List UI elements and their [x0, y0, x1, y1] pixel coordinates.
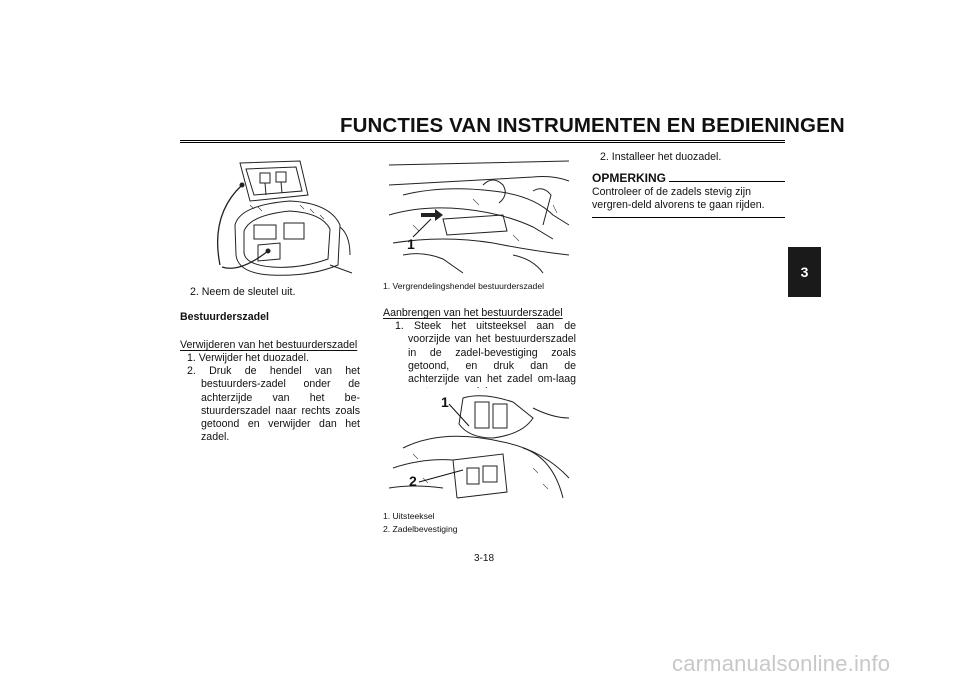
subsection-remove: Verwijderen van het bestuurderszadel — [180, 339, 358, 351]
figure2-caption-1: 1. Uitsteeksel — [383, 511, 435, 521]
step-install-1: 1. Steek het uitsteeksel aan de voorzijde van het bestuurderszadel in de zadel-bevestiging zoals getoond, en druk dan de achterzijde van het zadel om-laag — [395, 320, 576, 386]
figure1-callout: 1 — [407, 236, 415, 252]
chapter-tab: 3 — [788, 247, 821, 297]
note-text: Controleer of de zadels stevig zijn vergren-deld alvorens te gaan rijden. — [592, 186, 765, 212]
step-remove-1: 1. Verwijder het duozadel. — [187, 352, 309, 364]
watermark: carmanualsonline.info — [672, 651, 891, 676]
page-title: FUNCTIES VAN INSTRUMENTEN EN BEDIENINGEN — [340, 114, 845, 137]
page-number: 3-18 — [474, 553, 495, 564]
note-title-rule — [669, 181, 785, 182]
figure2-caption-2: 2. Zadelbevestiging — [383, 524, 458, 534]
figure-seat-mount — [383, 388, 575, 508]
figure-lock-lever — [383, 155, 575, 275]
step-install-2: 2. Installeer het duozadel. — [600, 151, 722, 163]
header-rule — [180, 140, 785, 143]
figure2-callout-2: 2 — [409, 473, 417, 489]
step-remove-key: 2. Neem de sleutel uit. — [190, 286, 296, 298]
figure1-caption: 1. Vergrendelingshendel bestuurderszadel — [383, 281, 545, 291]
section-title: Bestuurderszadel — [180, 311, 269, 323]
step-remove-2: 2. Druk de hendel van het bestuurders-zadel onder de achterzijde van het be-stuurderszadel naar rechts zoals getoond en verwijder dan het zadel. — [187, 365, 360, 444]
figure2-callout-1: 1 — [441, 394, 449, 410]
figure-remove-key — [180, 155, 360, 283]
note-title: OPMERKING — [592, 171, 667, 185]
note-bottom-rule — [592, 217, 785, 218]
note-header — [592, 171, 785, 185]
subsection-install: Aanbrengen van het bestuurderszadel — [383, 307, 563, 319]
